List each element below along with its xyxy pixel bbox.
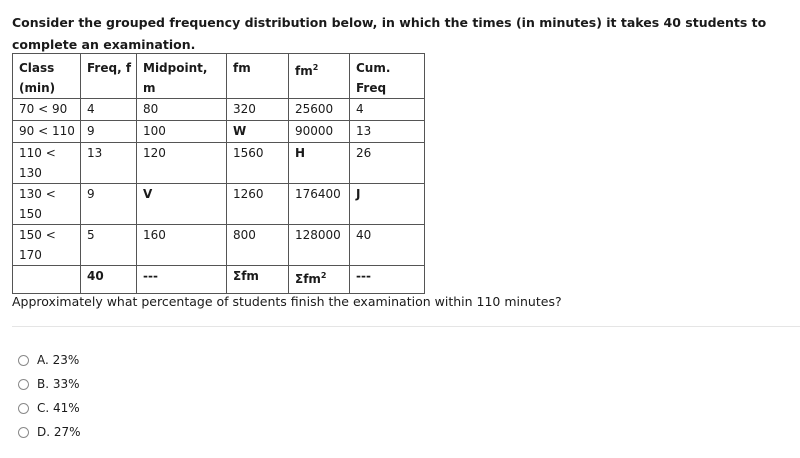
radio-icon[interactable] [18, 379, 29, 390]
option-label: B. 33% [37, 377, 80, 391]
cell-fm2-unknown-h: H [289, 143, 350, 184]
question-prompt: Approximately what percentage of students finish the examination within 110 minutes? [12, 294, 562, 309]
option-b[interactable] [18, 372, 81, 396]
answer-options [18, 348, 81, 444]
cell-midpoint: 100 [137, 121, 227, 143]
cell-class: 150 < 170 [13, 225, 81, 266]
table-row [13, 143, 425, 184]
option-label: D. 27% [37, 425, 81, 439]
total-freq: 40 [81, 266, 137, 294]
cell-freq: 5 [81, 225, 137, 266]
cell-class: 110 < 130 [13, 143, 81, 184]
radio-icon[interactable] [18, 355, 29, 366]
header-midpoint: Midpoint, m [137, 54, 227, 99]
table-row [13, 99, 425, 121]
cell-cum-freq: 40 [350, 225, 425, 266]
frequency-table [12, 53, 425, 294]
cell-class: 70 < 90 [13, 99, 81, 121]
cell-fm-unknown-w: W [227, 121, 289, 143]
header-fm2: $fm^2$ [289, 54, 350, 99]
total-class [13, 266, 81, 294]
cell-class: 90 < 110 [13, 121, 81, 143]
total-midpoint: --- [137, 266, 227, 294]
cell-freq: 9 [81, 121, 137, 143]
header-class: Class (min) [13, 54, 81, 99]
header-cum-freq: Cum. Freq [350, 54, 425, 99]
table-totals-row [13, 266, 425, 294]
cell-cum-freq: 13 [350, 121, 425, 143]
header-freq: Freq, f [81, 54, 137, 99]
cell-fm: 320 [227, 99, 289, 121]
cell-fm2: 90000 [289, 121, 350, 143]
question-text: Consider the grouped frequency distribution below, in which the times (in minutes) it takes 40 students to complete an examination. [12, 15, 767, 52]
cell-midpoint-unknown-v: V [137, 184, 227, 225]
radio-icon[interactable] [18, 427, 29, 438]
radio-icon[interactable] [18, 403, 29, 414]
option-a[interactable] [18, 348, 81, 372]
cell-fm2: 128000 [289, 225, 350, 266]
cell-cum-freq: 26 [350, 143, 425, 184]
cell-midpoint: 120 [137, 143, 227, 184]
header-fm: fm [227, 54, 289, 99]
cell-fm: 1260 [227, 184, 289, 225]
table-header-row [13, 54, 425, 99]
cell-fm2: 25600 [289, 99, 350, 121]
divider [12, 326, 800, 327]
total-fm2: Σfm$^2$ [289, 266, 350, 294]
cell-freq: 4 [81, 99, 137, 121]
option-label: C. 41% [37, 401, 80, 415]
cell-class: 130 < 150 [13, 184, 81, 225]
cell-fm2: 176400 [289, 184, 350, 225]
table-row [13, 121, 425, 143]
total-cum-freq: --- [350, 266, 425, 294]
option-d[interactable] [18, 420, 81, 444]
cell-midpoint: 80 [137, 99, 227, 121]
table-row [13, 184, 425, 225]
option-c[interactable] [18, 396, 81, 420]
cell-fm: 800 [227, 225, 289, 266]
cell-freq: 13 [81, 143, 137, 184]
cell-cum-freq-unknown-j: J [350, 184, 425, 225]
cell-fm: 1560 [227, 143, 289, 184]
cell-freq: 9 [81, 184, 137, 225]
cell-midpoint: 160 [137, 225, 227, 266]
cell-cum-freq: 4 [350, 99, 425, 121]
table-row [13, 225, 425, 266]
option-label: A. 23% [37, 353, 80, 367]
total-fm: Σfm [227, 266, 289, 294]
